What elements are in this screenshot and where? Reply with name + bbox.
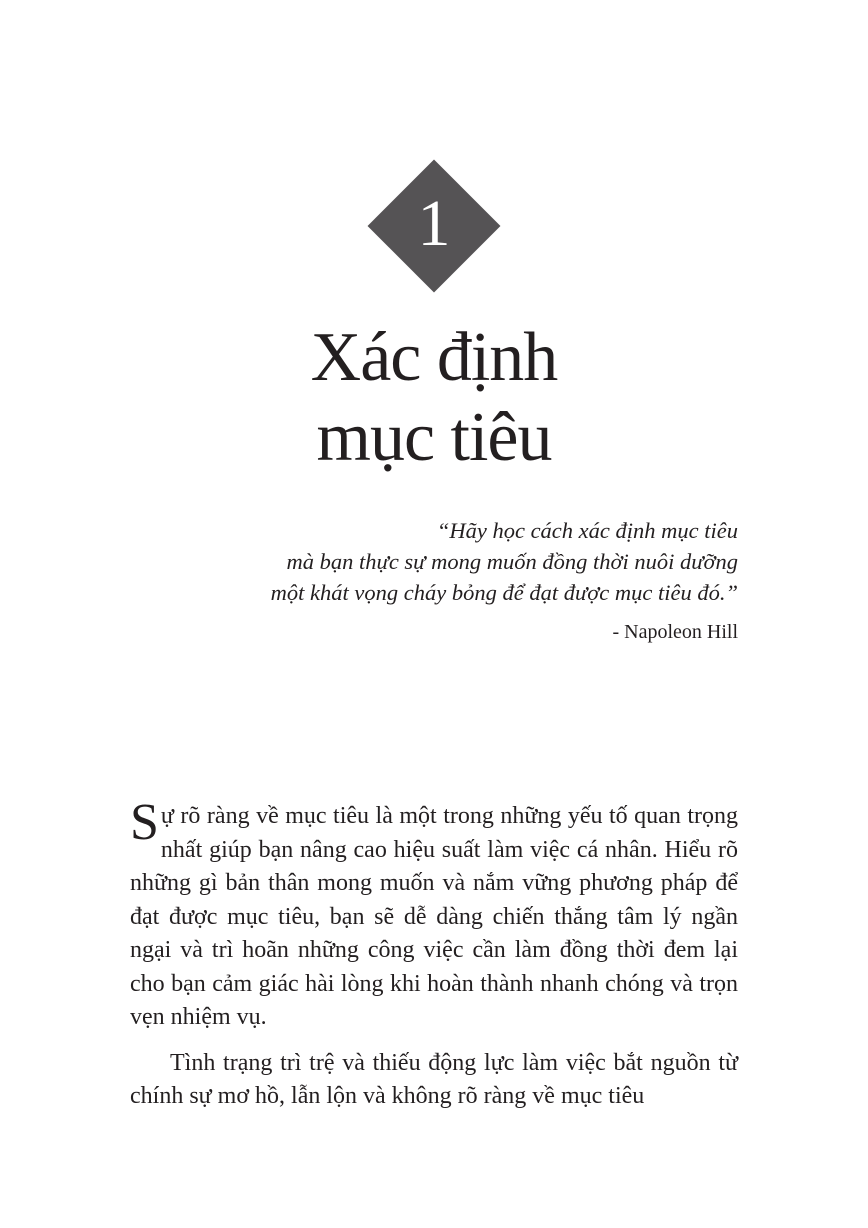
drop-cap: S bbox=[130, 794, 159, 851]
epigraph-line-1: “Hãy học cách xác định mục tiêu bbox=[436, 518, 738, 543]
epigraph-line-3: một khát vọng cháy bỏng để đạt được mục tiêu đó.” bbox=[270, 580, 738, 605]
chapter-title bbox=[0, 318, 868, 478]
chapter-title-line-2: mục tiêu bbox=[316, 399, 552, 476]
paragraph-1 bbox=[130, 794, 738, 1035]
body-text bbox=[130, 794, 738, 1114]
epigraph-quote bbox=[138, 515, 738, 608]
paragraph-1-text: ự rõ ràng về mục tiêu là một trong những yếu tố quan trọng nhất giúp bạn nâng cao hiệu suất làm việc cá nhân. Hiểu rõ những gì bản thân mong muốn và nắm vững phương pháp để đạt được mục tiêu, bạn sẽ dễ dàng chiến thắng tâm lý ngần ngại và trì hoãn những công việc cần làm đồng thời đem lại cho bạn cảm giác hài lòng khi hoàn thành nhanh chóng và trọn vẹn nhiệm vụ. bbox=[130, 803, 738, 1030]
chapter-title-line-1: Xác định bbox=[310, 319, 558, 396]
paragraph-2: Tình trạng trì trệ và thiếu động lực làm việc bắt nguồn từ chính sự mơ hồ, lẫn lộn và không rõ ràng về mục tiêu bbox=[130, 1049, 738, 1109]
chapter-number-badge bbox=[368, 160, 500, 292]
epigraph-line-2: mà bạn thực sự mong muốn đồng thời nuôi dưỡng bbox=[286, 549, 738, 574]
chapter-number: 1 bbox=[417, 187, 451, 260]
epigraph-author: - Napoleon Hill bbox=[612, 621, 738, 643]
